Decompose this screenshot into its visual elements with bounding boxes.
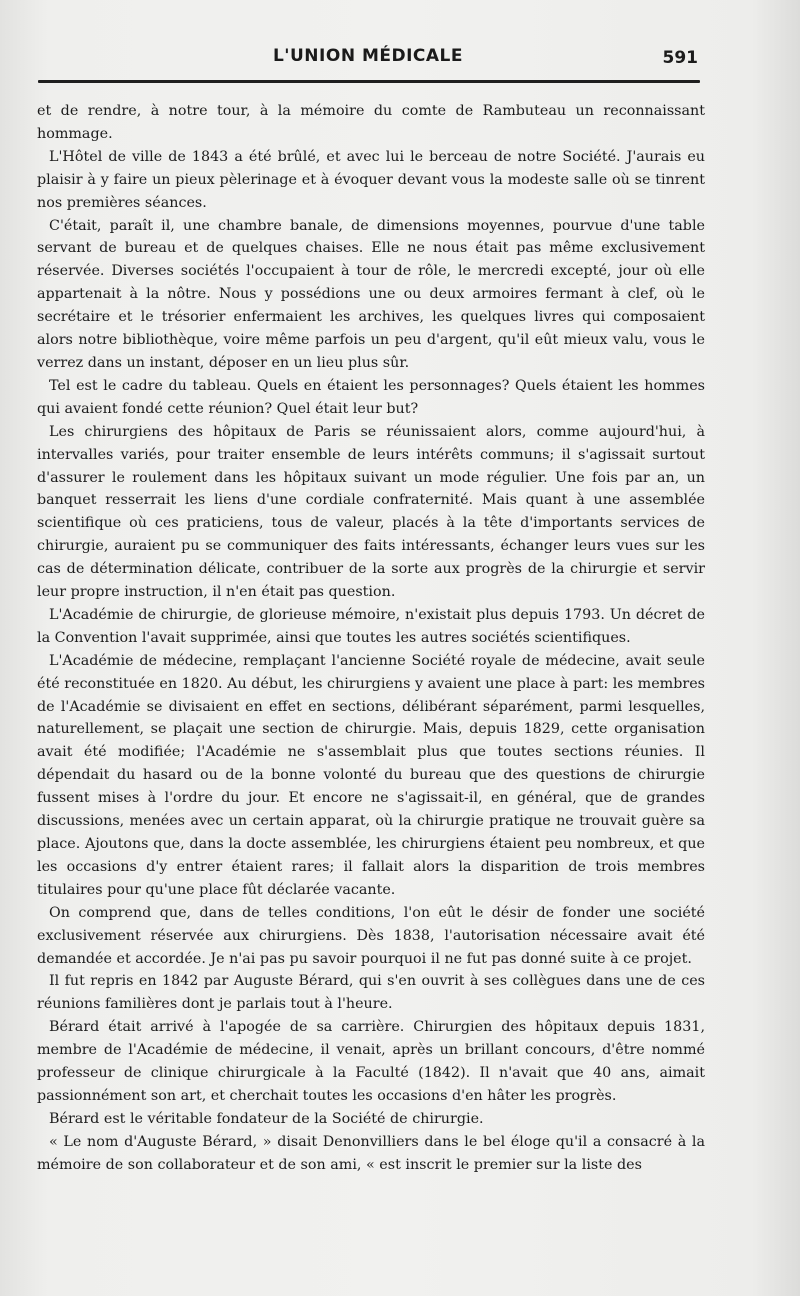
paragraph-11: Bérard est le véritable fondateur de la Société de chirurgie. bbox=[49, 1110, 484, 1127]
paragraph-1: et de rendre, à notre tour, à la mémoire du comte de Rambuteau un reconnaissant hommage. bbox=[37, 103, 705, 142]
body-text bbox=[37, 100, 705, 1177]
running-title: L'UNION MÉDICALE bbox=[272, 46, 464, 66]
paragraph-6: L'Académie de chirurgie, de glorieuse mémoire, n'existait plus depuis 1793. Un décret de la Convention l'avait supprimée, ainsi que toutes les autres sociétés scientifiques. bbox=[37, 606, 705, 646]
paragraph-7: L'Académie de médecine, remplaçant l'ancienne Société royale de médecine, avait seule été reconstituée en 1820. Au début, les chirurgiens y avaient une place à part: les membres de l'Académie se divisaient en effet en sections, délibérant séparément, parmi lesquelles, naturellement, se plaçait une section de chirurgie. Mais, depuis 1829, cette organisation avait été modifiée; l'Académie ne s'assemblait plus que toutes sections réunies. Il dépendait du hasard ou de la bonne volonté du bureau que des questions de chirurgie fussent mises à l'ordre du jour. Et encore ne s'agissait-il, en général, que de grandes discussions, menées avec un certain apparat, où la chirurgie pratique ne trouvait guère sa place. Ajoutons que, dans la docte assemblée, les chirurgiens étaient peu nombreux, et que les occasions d'y entrer étaient rares; il fallait alors la disparition de trois membres titulaires pour qu'une place fût déclarée vacante. bbox=[37, 652, 705, 898]
header-rule bbox=[38, 80, 700, 83]
page-header bbox=[38, 40, 698, 76]
paragraph-5: Les chirurgiens des hôpitaux de Paris se réunissaient alors, comme aujourd'hui, à intervalles variés, pour traiter ensemble de leurs intérêts communs; il s'agissait surtout d'assurer le roulement dans les hôpitaux suivant un mode régulier. Une fois par an, un banquet resserrait les liens d'une cordiale confraternité. Mais quant à une assemblée scientifique où ces praticiens, tous de valeur, placés à la tête d'importants services de chirurgie, auraient pu se communiquer des faits intéressants, échanger leurs vues sur les cas de détermination délicate, contribuer de la sorte aux progrès de la chirurgie et servir leur propre instruction, il n'en était pas question. bbox=[37, 423, 705, 601]
paragraph-9: Il fut repris en 1842 par Auguste Bérard, qui s'en ouvrit à ses collègues dans une de ces réunions familières dont je parlais tout à l'heure. bbox=[37, 973, 705, 1013]
paragraph-10: Bérard était arrivé à l'apogée de sa carrière. Chirurgien des hôpitaux depuis 1831, membre de l'Académie de médecine, il venait, après un brillant concours, d'être nommé professeur de clinique chirurgicale à la Faculté (1842). Il n'avait que 40 ans, aimait passionnément son art, et cherchait toutes les occasions d'en hâter les progrès. bbox=[37, 1019, 705, 1104]
paragraph-4: Tel est le cadre du tableau. Quels en étaient les personnages? Quels étaient les hommes qui avaient fondé cette réunion? Quel était leur but? bbox=[37, 377, 705, 417]
paragraph-12: « Le nom d'Auguste Bérard, » disait Denonvilliers dans le bel éloge qu'il a consacré à la mémoire de son collaborateur et de son ami, « est inscrit le premier sur la liste des bbox=[37, 1133, 705, 1173]
paragraph-3: C'était, paraît il, une chambre banale, de dimensions moyennes, pourvue d'une table servant de bureau et de quelques chaises. Elle ne nous était pas même exclusivement réservée. Diverses sociétés l'occupaient à tour de rôle, le mercredi excepté, jour où elle appartenait à la nôtre. Nous y possédions une ou deux armoires fermant à clef, où le secrétaire et le trésorier enfermaient les archives, les quelques livres qui composaient alors notre bibliothèque, voire même parfois un peu d'argent, qu'il eût mieux valu, vous le verrez dans un instant, déposer en un lieu plus sûr. bbox=[37, 217, 705, 371]
page-number: 591 bbox=[662, 48, 698, 68]
paragraph-8: On comprend que, dans de telles conditions, l'on eût le désir de fonder une société exclusivement réservée aux chirurgiens. Dès 1838, l'autorisation nécessaire avait été demandée et accordée. Je n'ai pas pu savoir pourquoi il ne fut pas donné suite à ce projet. bbox=[37, 904, 705, 967]
paragraph-2: L'Hôtel de ville de 1843 a été brûlé, et avec lui le berceau de notre Société. J'aurais eu plaisir à y faire un pieux pèlerinage et à évoquer devant vous la modeste salle où se tinrent nos premières séances. bbox=[37, 148, 705, 211]
